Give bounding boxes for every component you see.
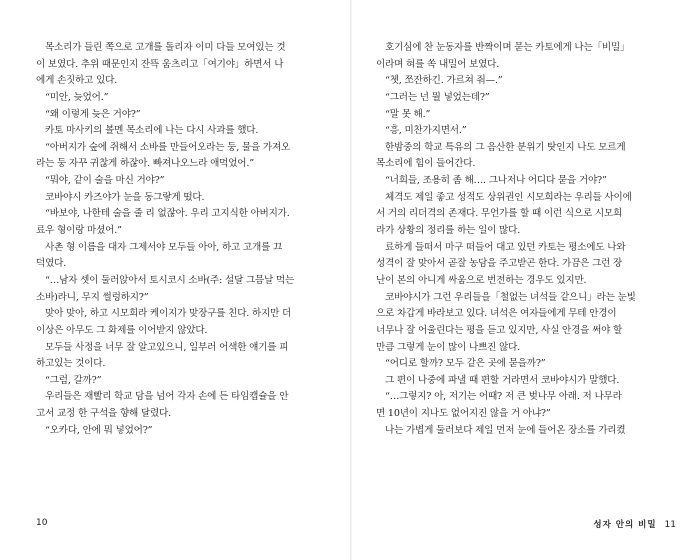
- text-line: 소바)라니, 무지 썰렁하지?”: [36, 291, 149, 303]
- text-line: “말 못 해.”: [385, 108, 431, 120]
- text-line: 면 10년이 지나도 없어지진 않을 거 아냐?”: [376, 408, 551, 420]
- text-line: 호기심에 찬 눈동자를 반짝이며 묻는 카토에게 나는「비밀」: [385, 42, 630, 53]
- text-line: 라는 둥 자꾸 귀찮게 하잖아. 빠져나오느라 애먹었어.”: [36, 158, 254, 170]
- text-line: “쳇, 쪼잔하긴. 가르쳐 줘—.”: [385, 75, 503, 87]
- text-line: 사촌 형 이름을 대자 그제서야 모두들 아아, 하고 고개를 끄: [45, 241, 283, 253]
- text-line: 으로 차갑게 바라보고 있다. 녀석은 여자들에게 무테 안경이: [376, 308, 617, 320]
- text-line: 모두들 사정을 너무 잘 알고있으니, 일부러 어색한 얘기를 피: [45, 341, 289, 353]
- text-line: “흥, 미찬가지면서.”: [385, 125, 467, 137]
- text-line: 서 거의 리더격의 존재다. 무언가를 할 때 이런 식으로 시모희: [376, 208, 623, 220]
- text-line: 덕였다.: [36, 258, 67, 270]
- left-page-body: [36, 40, 328, 439]
- left-page-number: 10: [36, 518, 48, 528]
- text-line: 료하게 들떠서 마구 떠들어 대고 있던 카토는 평소에도 나와: [385, 241, 626, 253]
- text-line: 우리들은 재빨리 학교 담을 넘어 각자 손에 든 타임캡슐을 안: [45, 391, 289, 403]
- text-line: 이상은 아무도 그 화제를 이어받지 않았다.: [36, 324, 208, 336]
- text-line: 료우 형이랑 마셨어.”: [36, 225, 122, 237]
- text-line: 코바야시가 그런 우리들을「철없는 녀석들 같으니」라는 눈빛: [385, 291, 636, 303]
- text-line: “아버지가 숲에 쥐해서 소바를 만들어오라는 둥, 물을 가져오: [45, 141, 291, 153]
- text-line: 이 보였다. 추위 때문인지 잔뜩 움츠리고「여기야」하면서 나: [36, 58, 284, 70]
- text-line: “바보야, 나한테 술을 줄 리 없잖아. 우리 고지식한 아버지가.: [45, 208, 290, 220]
- text-line: “미안, 늦었어.”: [45, 91, 109, 103]
- running-title: 성자 안의 비밀: [593, 520, 657, 530]
- right-page-number: 11: [664, 520, 676, 530]
- text-line: “그럼, 갈까?”: [45, 374, 102, 386]
- text-line: 고서 교정 한 구석을 향해 달렸다.: [36, 408, 171, 420]
- text-line: 하고있는 것이다.: [36, 358, 106, 370]
- text-line: 체격도 제일 좋고 성적도 상위권인 시모희라는 우리들 사이에: [385, 191, 632, 203]
- text-line: 맞아 맞아, 하고 시모희라 케이지가 맞장구를 친다. 하지만 더: [45, 308, 292, 320]
- text-line: 이라며 혀를 쏙 내밀어 보였다.: [376, 58, 500, 70]
- text-line: 카토 마사키의 볼멘 목소리에 나는 다시 사과를 했다.: [45, 125, 259, 137]
- text-line: 만큼 그렇게 눈이 많이 나쁘진 않다.: [376, 341, 521, 353]
- text-line: 그 편이 나중에 파낼 때 편할 거라면서 코바야시가 말했다.: [385, 374, 620, 386]
- text-line: 나는 가볍게 둘러보다 제일 먼저 눈에 들어온 장소를 가리켰: [385, 424, 626, 436]
- right-page-footer: [593, 518, 676, 530]
- text-line: 코바야시 카즈야가 눈을 동그랗게 떴다.: [45, 191, 205, 203]
- text-line: “오카다, 안에 뭐 넣었어?”: [45, 424, 153, 436]
- right-page: [352, 0, 700, 560]
- right-page-body: [376, 40, 676, 439]
- text-line: 라가 상황의 정리를 하는 일이 많다.: [376, 225, 521, 237]
- text-line: 목소리에 힘이 들어간다.: [376, 158, 476, 170]
- text-line: “너희들, 조용히 좀 해…. 그나저나 어디다 묻을 거야?”: [385, 175, 607, 187]
- text-line: 너무나 잘 어울린다는 평을 듣고 있지만, 사실 안경을 써야 할: [376, 324, 623, 336]
- text-line: 난이 본의 아니게 싸움으로 번전하는 경우도 있지만.: [376, 274, 587, 286]
- text-line: 목소리가 들린 쪽으로 고개를 돌리자 이미 다들 모여있는 것: [45, 42, 286, 53]
- text-line: “…남자 셋이 둘러앉아서 토시코시 소바(주: 설달 그믐날 먹는: [45, 274, 295, 286]
- text-line: “그러는 넌 뭘 넣었는데?”: [385, 91, 490, 103]
- text-line: “뭐야, 같이 술을 마신 거야?”: [45, 175, 165, 187]
- text-line: 한밤중의 학교 특유의 그 음산한 분위기 탓인지 나도 모르게: [385, 141, 626, 153]
- text-line: “…그렇지? 아, 저기는 어때? 저 큰 벚나무 아래. 저 나무라: [385, 391, 622, 403]
- text-line: 에게 손짓하고 있다.: [36, 75, 118, 87]
- text-line: “어디로 할까? 모두 같은 곳에 묻을까?”: [385, 358, 546, 370]
- text-line: “왜 이렇게 늦은 거야?”: [45, 108, 141, 120]
- text-line: 성격이 잘 맞아서 곧잘 농담을 주고받곤 한다. 가끔은 그런 장: [376, 258, 623, 270]
